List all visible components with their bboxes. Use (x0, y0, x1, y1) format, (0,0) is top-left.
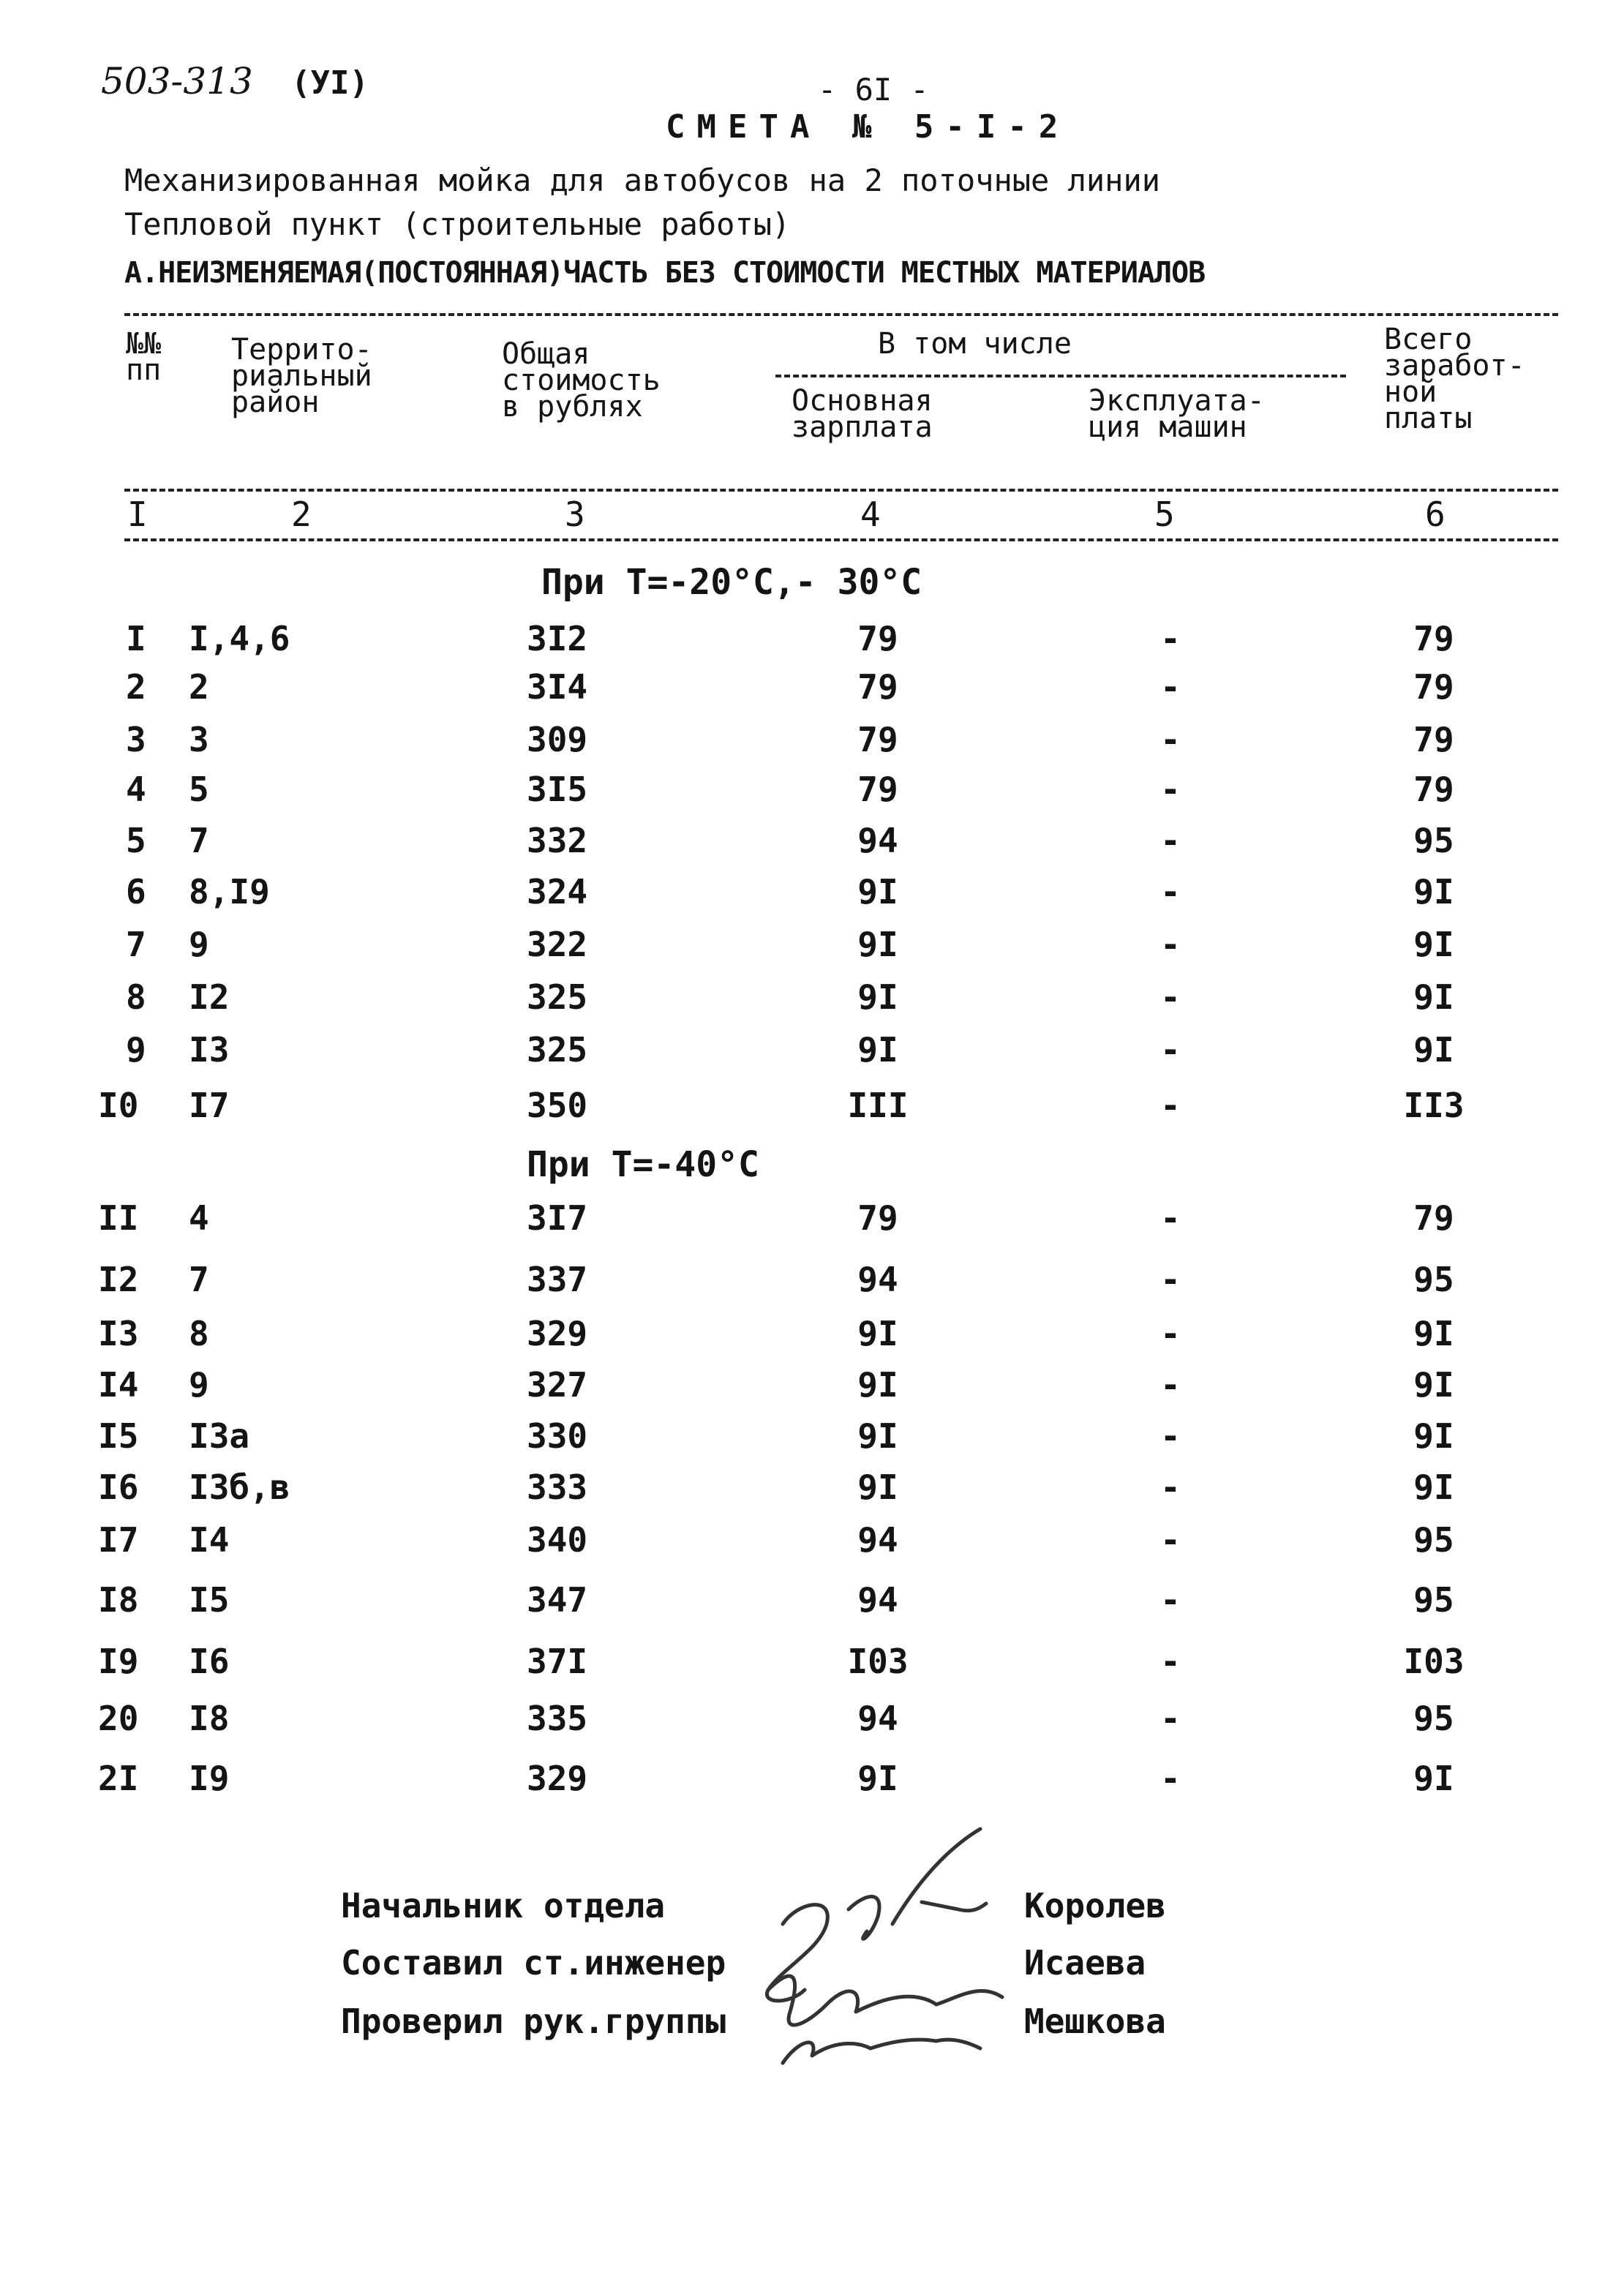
cell-total-wage: 9I (1413, 1416, 1454, 1456)
cell-total-wage: 95 (1413, 821, 1454, 860)
table-row (0, 1260, 1624, 1304)
cell-num: I3 (98, 1314, 139, 1353)
cell-wage: 79 (857, 619, 898, 658)
header-including: В том числе (878, 327, 1072, 361)
cell-wage: 9I (857, 1365, 898, 1405)
cell-total-wage: 9I (1413, 977, 1454, 1017)
cell-wage: 79 (857, 1198, 898, 1238)
signature-role-head: Начальник отдела (341, 1886, 666, 1925)
cell-machines: - (1160, 872, 1181, 912)
cell-total: 350 (527, 1086, 588, 1125)
cell-total-wage: 9I (1413, 872, 1454, 912)
cell-district: I3 (189, 1030, 230, 1070)
cell-machines: - (1160, 821, 1181, 860)
header-total-wage: Всего заработ- ной платы (1384, 323, 1525, 435)
cell-total: 322 (527, 925, 588, 964)
table-row (0, 1699, 1624, 1743)
part-title: А.НЕИЗМЕНЯЕМАЯ(ПОСТОЯННАЯ)ЧАСТЬ БЕЗ СТОИМОСТИ МЕСТНЫХ МАТЕРИАЛОВ (124, 256, 1206, 290)
cell-wage: III (847, 1086, 909, 1125)
cell-wage: 94 (857, 821, 898, 860)
colnum-1: I (127, 495, 148, 534)
cell-total-wage: I03 (1403, 1642, 1465, 1681)
cell-total: 327 (527, 1365, 588, 1405)
cell-total-wage: 9I (1413, 1314, 1454, 1353)
cell-total-wage: 95 (1413, 1520, 1454, 1560)
cell-num: I7 (98, 1520, 139, 1560)
cell-machines: - (1160, 1260, 1181, 1299)
cell-wage: 94 (857, 1260, 898, 1299)
signature-name-checker: Мешкова (1024, 2002, 1166, 2041)
cell-total-wage: 79 (1413, 1198, 1454, 1238)
cell-num: 5 (126, 821, 146, 860)
volume-mark: (УI) (291, 64, 369, 102)
subtitle-object: Механизированная мойка для автобусов на 2 поточные линии (124, 162, 1161, 198)
cell-num: II (98, 1198, 139, 1238)
cell-num: 9 (126, 1030, 146, 1070)
table-row (0, 1520, 1624, 1564)
cell-machines: - (1160, 1365, 1181, 1405)
cell-total: 340 (527, 1520, 588, 1560)
cell-district: I6 (189, 1642, 230, 1681)
cell-machines: - (1160, 1416, 1181, 1456)
cell-machines: - (1160, 720, 1181, 759)
cell-machines: - (1160, 1642, 1181, 1681)
table-row (0, 1759, 1624, 1803)
table-row (0, 821, 1624, 865)
section-label: При Т=-20°С,- 30°С (541, 562, 922, 603)
cell-total: 332 (527, 821, 588, 860)
cell-machines: - (1160, 1520, 1181, 1560)
cell-total-wage: 95 (1413, 1580, 1454, 1620)
header-num: №№ пп (126, 327, 162, 387)
cell-machines: - (1160, 977, 1181, 1017)
cell-total: 335 (527, 1699, 588, 1738)
doc-code: 503-313 (101, 60, 253, 102)
cell-total: 3I5 (527, 770, 588, 809)
cell-district: 4 (189, 1198, 209, 1238)
page-number: - 6I - (818, 72, 929, 108)
table-row (0, 1416, 1624, 1460)
cell-district: 2 (189, 667, 209, 707)
cell-district: 5 (189, 770, 209, 809)
table-row (0, 720, 1624, 764)
cell-machines: - (1160, 1086, 1181, 1125)
cell-num: 2I (98, 1759, 139, 1798)
cell-num: 6 (126, 872, 146, 912)
cell-district: 7 (189, 1260, 209, 1299)
cell-district: 9 (189, 925, 209, 964)
cell-machines: - (1160, 925, 1181, 964)
table-row (0, 619, 1624, 663)
cell-num: 2 (126, 667, 146, 707)
cell-wage: 79 (857, 770, 898, 809)
table-row (0, 1642, 1624, 1686)
cell-wage: 94 (857, 1520, 898, 1560)
cell-wage: 79 (857, 667, 898, 707)
cell-total: 330 (527, 1416, 588, 1456)
header-machines: Эксплуата- ция машин (1089, 384, 1265, 444)
cell-total: 325 (527, 1030, 588, 1070)
cell-machines: - (1160, 1468, 1181, 1507)
cell-num: 4 (126, 770, 146, 809)
cell-district: I5 (189, 1580, 230, 1620)
cell-total: 324 (527, 872, 588, 912)
cell-machines: - (1160, 770, 1181, 809)
cell-total-wage: 95 (1413, 1260, 1454, 1299)
cell-total: 3I4 (527, 667, 588, 707)
cell-total: 347 (527, 1580, 588, 1620)
header-district: Террито- риальный район (231, 333, 372, 419)
colnum-6: 6 (1425, 495, 1446, 534)
cell-machines: - (1160, 1198, 1181, 1238)
colnum-5: 5 (1154, 495, 1175, 534)
cell-total-wage: 9I (1413, 1030, 1454, 1070)
cell-total: 337 (527, 1260, 588, 1299)
cell-district: 8,I9 (189, 872, 270, 912)
cell-num: 20 (98, 1699, 139, 1738)
cell-machines: - (1160, 1580, 1181, 1620)
table-row (0, 770, 1624, 813)
table-row (0, 1468, 1624, 1511)
signature-role-checker: Проверил рук.группы (341, 2002, 726, 2041)
cell-district: 8 (189, 1314, 209, 1353)
cell-total-wage: 9I (1413, 1365, 1454, 1405)
handwritten-signature (739, 1822, 1046, 2070)
cell-num: I (126, 619, 146, 658)
cell-total-wage: 95 (1413, 1699, 1454, 1738)
cell-total: 325 (527, 977, 588, 1017)
cell-wage: 94 (857, 1580, 898, 1620)
header-total-cost: Общая стоимость в рублях (502, 337, 661, 424)
cell-district: 3 (189, 720, 209, 759)
cell-num: 3 (126, 720, 146, 759)
incl-rule (775, 375, 1346, 377)
cell-district: I9 (189, 1759, 230, 1798)
cell-total: 3I7 (527, 1198, 588, 1238)
cell-district: I,4,6 (189, 619, 290, 658)
cell-total-wage: 9I (1413, 1468, 1454, 1507)
cell-total-wage: II3 (1403, 1086, 1465, 1125)
cell-num: I5 (98, 1416, 139, 1456)
cell-total-wage: 9I (1413, 925, 1454, 964)
cell-num: I6 (98, 1468, 139, 1507)
cell-total-wage: 9I (1413, 1759, 1454, 1798)
cell-wage: 9I (857, 1416, 898, 1456)
cell-num: I9 (98, 1642, 139, 1681)
cell-machines: - (1160, 1699, 1181, 1738)
table-row (0, 667, 1624, 711)
colnum-3: 3 (565, 495, 585, 534)
cell-wage: 9I (857, 977, 898, 1017)
cell-wage: 79 (857, 720, 898, 759)
subtitle-section: Тепловой пункт (строительные работы) (124, 206, 791, 242)
cell-wage: 9I (857, 872, 898, 912)
cell-machines: - (1160, 1030, 1181, 1070)
table-row (0, 872, 1624, 916)
cell-district: 7 (189, 821, 209, 860)
table-row (0, 1365, 1624, 1409)
cell-wage: 9I (857, 1314, 898, 1353)
table-row (0, 1086, 1624, 1130)
table-row (0, 1314, 1624, 1358)
cell-total: 309 (527, 720, 588, 759)
table-row (0, 1198, 1624, 1242)
cell-wage: 9I (857, 1030, 898, 1070)
colnum-bottom-rule (124, 538, 1558, 541)
cell-num: I4 (98, 1365, 139, 1405)
signature-role-author: Составил ст.инженер (341, 1943, 726, 1983)
cell-wage: 94 (857, 1699, 898, 1738)
cell-total-wage: 79 (1413, 770, 1454, 809)
signature-name-author: Исаева (1024, 1943, 1146, 1983)
colnum-2: 2 (291, 495, 312, 534)
cell-district: I3б,в (189, 1468, 290, 1507)
cell-wage: 9I (857, 1759, 898, 1798)
cell-wage: I03 (847, 1642, 909, 1681)
cell-district: I4 (189, 1520, 230, 1560)
cell-machines: - (1160, 667, 1181, 707)
header-bottom-rule (124, 489, 1558, 492)
cell-district: I3а (189, 1416, 250, 1456)
cell-wage: 9I (857, 1468, 898, 1507)
cell-district: I2 (189, 977, 230, 1017)
cell-district: I8 (189, 1699, 230, 1738)
cell-machines: - (1160, 619, 1181, 658)
cell-total-wage: 79 (1413, 667, 1454, 707)
cell-machines: - (1160, 1759, 1181, 1798)
table-row (0, 1580, 1624, 1624)
cell-num: I0 (98, 1086, 139, 1125)
cell-machines: - (1160, 1314, 1181, 1353)
estimate-title: СМЕТА № 5-I-2 (666, 108, 1070, 146)
cell-num: I8 (98, 1580, 139, 1620)
section-label: При Т=-40°С (527, 1144, 759, 1185)
table-row (0, 1030, 1624, 1074)
cell-total-wage: 79 (1413, 619, 1454, 658)
cell-district: 9 (189, 1365, 209, 1405)
cell-wage: 9I (857, 925, 898, 964)
cell-num: I2 (98, 1260, 139, 1299)
cell-num: 7 (126, 925, 146, 964)
cell-district: I7 (189, 1086, 230, 1125)
cell-total: 333 (527, 1468, 588, 1507)
table-top-rule (124, 313, 1558, 316)
cell-total-wage: 79 (1413, 720, 1454, 759)
cell-total: 329 (527, 1314, 588, 1353)
cell-total: 329 (527, 1759, 588, 1798)
cell-total: 37I (527, 1642, 588, 1681)
table-row (0, 977, 1624, 1021)
header-base-wage: Основная зарплата (792, 384, 933, 444)
table-row (0, 925, 1624, 969)
cell-total: 3I2 (527, 619, 588, 658)
signature-name-head: Королев (1024, 1886, 1166, 1925)
cell-num: 8 (126, 977, 146, 1017)
colnum-4: 4 (860, 495, 881, 534)
